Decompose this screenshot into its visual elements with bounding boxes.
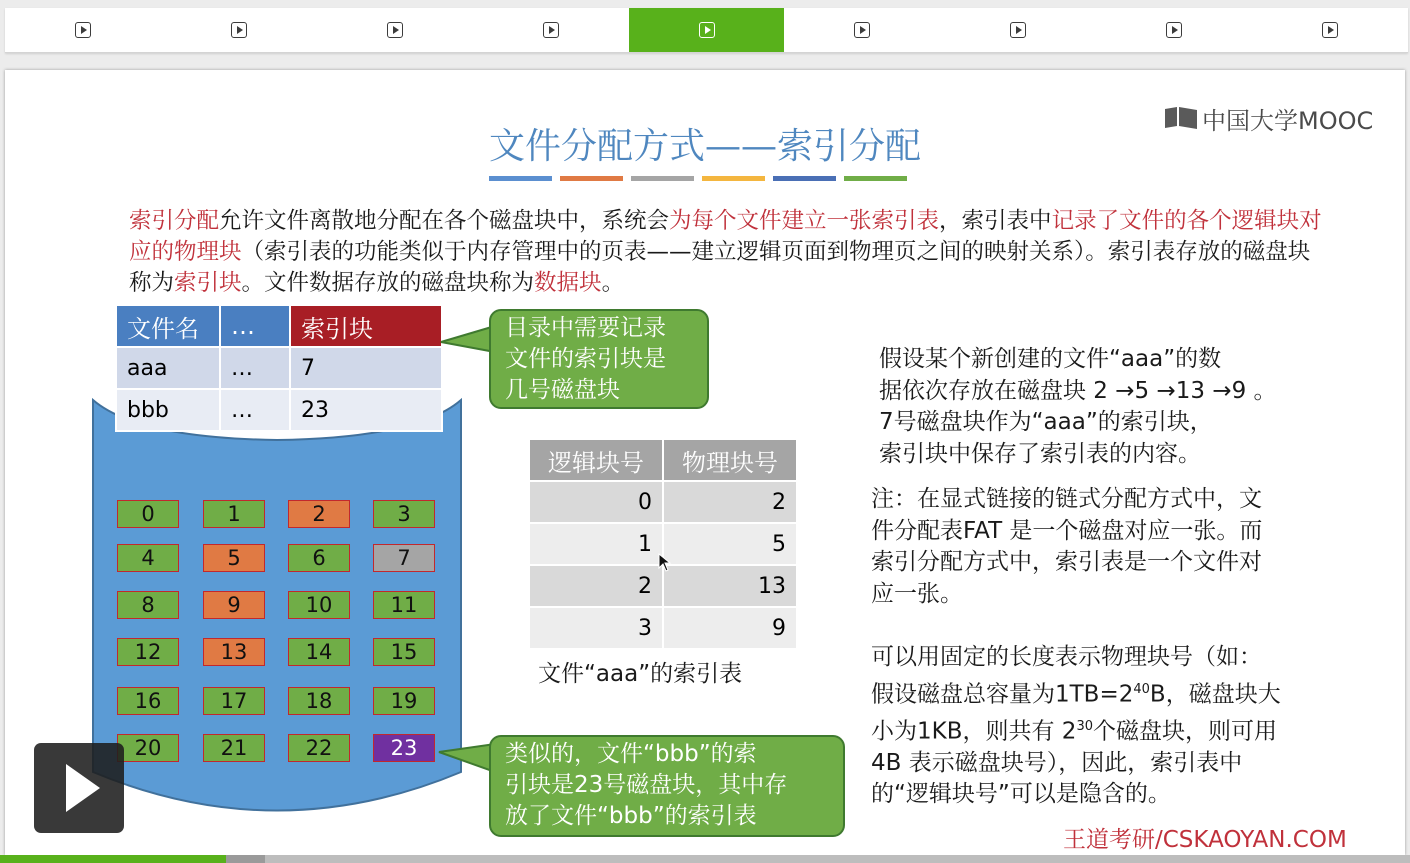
cell-ellipsis: … [220,347,290,389]
text-line: 可以用固定的长度表示物理块号（如： [871,644,1262,670]
directory-header-row [116,305,442,347]
disk-block-6: 6 [288,544,350,572]
disk-block-21: 21 [203,734,265,762]
mooc-logo [1163,102,1373,134]
table-row [529,607,797,649]
intro-highlight: 为每个文件建立一张索引表 [669,208,940,234]
cell-logical: 0 [529,481,663,523]
intro-text: 。 [601,270,625,296]
header-index-block: 索引块 [290,305,442,347]
disk-block-1: 1 [203,500,265,528]
table-row [116,347,442,389]
header-physical-block: 物理块号 [663,439,797,481]
index-table-caption: 文件“aaa”的索引表 [538,661,743,687]
cell-ellipsis: … [220,389,290,431]
play-square-icon [75,22,91,38]
text-line: 据依次存放在磁盘块 2 →5 →13 →9 。 [879,377,1277,404]
title-underline-bars [489,176,907,181]
play-square-icon [387,22,403,38]
title-color-bar [560,176,623,181]
callout-directory-index [489,309,709,409]
disk-block-8: 8 [117,591,179,619]
exponent: 40 [1133,681,1150,697]
callout-line: 文件的索引块是 [505,346,666,372]
cell-logical: 1 [529,523,663,565]
disk-block-grid [117,500,439,768]
progress-played [0,855,226,863]
chapter-tab-6[interactable] [784,8,940,52]
cell-physical: 13 [663,565,797,607]
callout-bbb-index [489,735,845,837]
chapter-tab-7[interactable] [940,8,1096,52]
disk-block-18: 18 [288,687,350,715]
callout-line: 放了文件“bbb”的索引表 [505,803,757,829]
callout-line: 目录中需要记录 [505,315,666,341]
text-line: 假设某个新创建的文件“aaa”的数 [879,346,1222,372]
mooc-logo-text: 中国大学MOOC [1202,106,1374,135]
chapter-tab-3[interactable] [317,8,473,52]
intro-text: 。文件数据存放的磁盘块称为 [241,270,535,296]
play-square-icon [854,22,870,38]
chapter-tab-4[interactable] [473,8,629,52]
table-row [116,389,442,431]
text-line: 的“逻辑块号”可以是隐含的。 [871,781,1171,808]
disk-block-0: 0 [117,500,179,528]
cell-physical: 2 [663,481,797,523]
exponent: 30 [1076,718,1093,734]
header-filename: 文件名 [116,305,220,347]
callout-line: 引块是23号磁盘块，其中存 [505,772,788,798]
brand-watermark: 王道考研/CSKAOYAN.COM [1063,827,1347,853]
text-line: 应一张。 [871,580,963,607]
disk-block-22: 22 [288,734,350,762]
play-square-icon [231,22,247,38]
disk-block-5: 5 [203,544,265,572]
slide-title: 文件分配方式——索引分配 [488,126,921,167]
text-seg: 小为1KB，则共有 2 [871,718,1077,745]
disk-block-10: 10 [288,591,350,619]
intro-text: ，索引表中 [939,208,1052,234]
disk-block-16: 16 [117,687,179,715]
table-row [529,481,797,523]
disk-block-17: 17 [203,687,265,715]
play-square-icon [699,22,715,38]
play-square-icon [543,22,559,38]
mooc-logo-icon [1163,106,1199,130]
chapter-nav-bar [5,8,1408,53]
directory-table [115,304,443,432]
text-line: 注：在显式链接的链式分配方式中，文 [871,486,1262,512]
disk-block-9: 9 [203,591,265,619]
note-text [871,484,1331,610]
index-table [528,438,798,650]
header-ellipsis: … [220,305,290,347]
title-color-bar [702,176,765,181]
intro-term-index-allocation: 索引分配 [129,208,220,234]
fixed-length-text [871,642,1331,811]
title-color-bar [773,176,836,181]
chapter-tab-8[interactable] [1096,8,1252,52]
text-line: 7号磁盘块作为“aaa”的索引块， [879,409,1213,435]
disk-block-4: 4 [117,544,179,572]
disk-block-15: 15 [373,638,435,666]
video-slide [5,70,1405,855]
cell-logical: 3 [529,607,663,649]
intro-highlight: 记录了文件的各个逻辑块对应的物理块 [129,208,1322,265]
text-seg: B，磁盘块大 [1149,681,1281,708]
play-icon [66,764,100,812]
text-seg: 假设磁盘总容量为1TB=2 [871,681,1134,708]
cell-physical: 5 [663,523,797,565]
disk-block-23: 23 [373,734,435,762]
intro-paragraph [129,206,1329,299]
text-line: 件分配表FAT 是一个磁盘对应一张。而 [871,517,1263,544]
chapter-tab-9[interactable] [1252,8,1408,52]
disk-block-20: 20 [117,734,179,762]
text-line: 索引块中保存了索引表的内容。 [879,440,1201,467]
callout-line: 类似的，文件“bbb”的索 [505,741,757,767]
disk-block-7: 7 [373,544,435,572]
disk-block-11: 11 [373,591,435,619]
disk-block-13: 13 [203,638,265,666]
text-line: 索引分配方式中，索引表是一个文件对 [871,549,1262,575]
index-header-row [529,439,797,481]
cell-index-block: 23 [290,389,442,431]
cell-logical: 2 [529,565,663,607]
text-line: 4B 表示磁盘块号），因此，索引表中 [871,749,1243,776]
text-line [871,711,1331,748]
mouse-cursor-icon [658,553,672,573]
text-seg: 个磁盘块，则可用 [1093,718,1277,745]
cell-physical: 9 [663,607,797,649]
title-color-bar [844,176,907,181]
header-logical-block: 逻辑块号 [529,439,663,481]
video-progress-bar[interactable] [0,855,1410,863]
play-square-icon [1010,22,1026,38]
title-color-bar [631,176,694,181]
intro-text: （索引表的功能类似于内存管理中的页表——建立逻辑页面到物理页之间的映射关系）。索引表存放的磁盘块称为 [129,239,1311,296]
disk-block-12: 12 [117,638,179,666]
callout-line: 几号磁盘块 [505,377,620,403]
cell-filename: bbb [116,389,220,431]
play-square-icon [1322,22,1338,38]
cell-index-block: 7 [290,347,442,389]
cell-filename: aaa [116,347,220,389]
disk-block-2: 2 [288,500,350,528]
progress-buffered [226,855,265,863]
disk-block-3: 3 [373,500,435,528]
assumption-text [879,344,1319,470]
text-line [871,674,1331,711]
disk-block-14: 14 [288,638,350,666]
intro-term-data-block: 数据块 [534,270,602,296]
intro-text: 允许文件离散地分配在各个磁盘块中，系统会 [219,208,670,234]
play-square-icon [1166,22,1182,38]
play-button[interactable] [34,743,124,833]
intro-term-index-block: 索引块 [174,270,242,296]
chapter-tab-1[interactable] [5,8,161,52]
disk-block-19: 19 [373,687,435,715]
title-color-bar [489,176,552,181]
chapter-tab-2[interactable] [161,8,317,52]
chapter-tab-5[interactable] [629,8,785,52]
